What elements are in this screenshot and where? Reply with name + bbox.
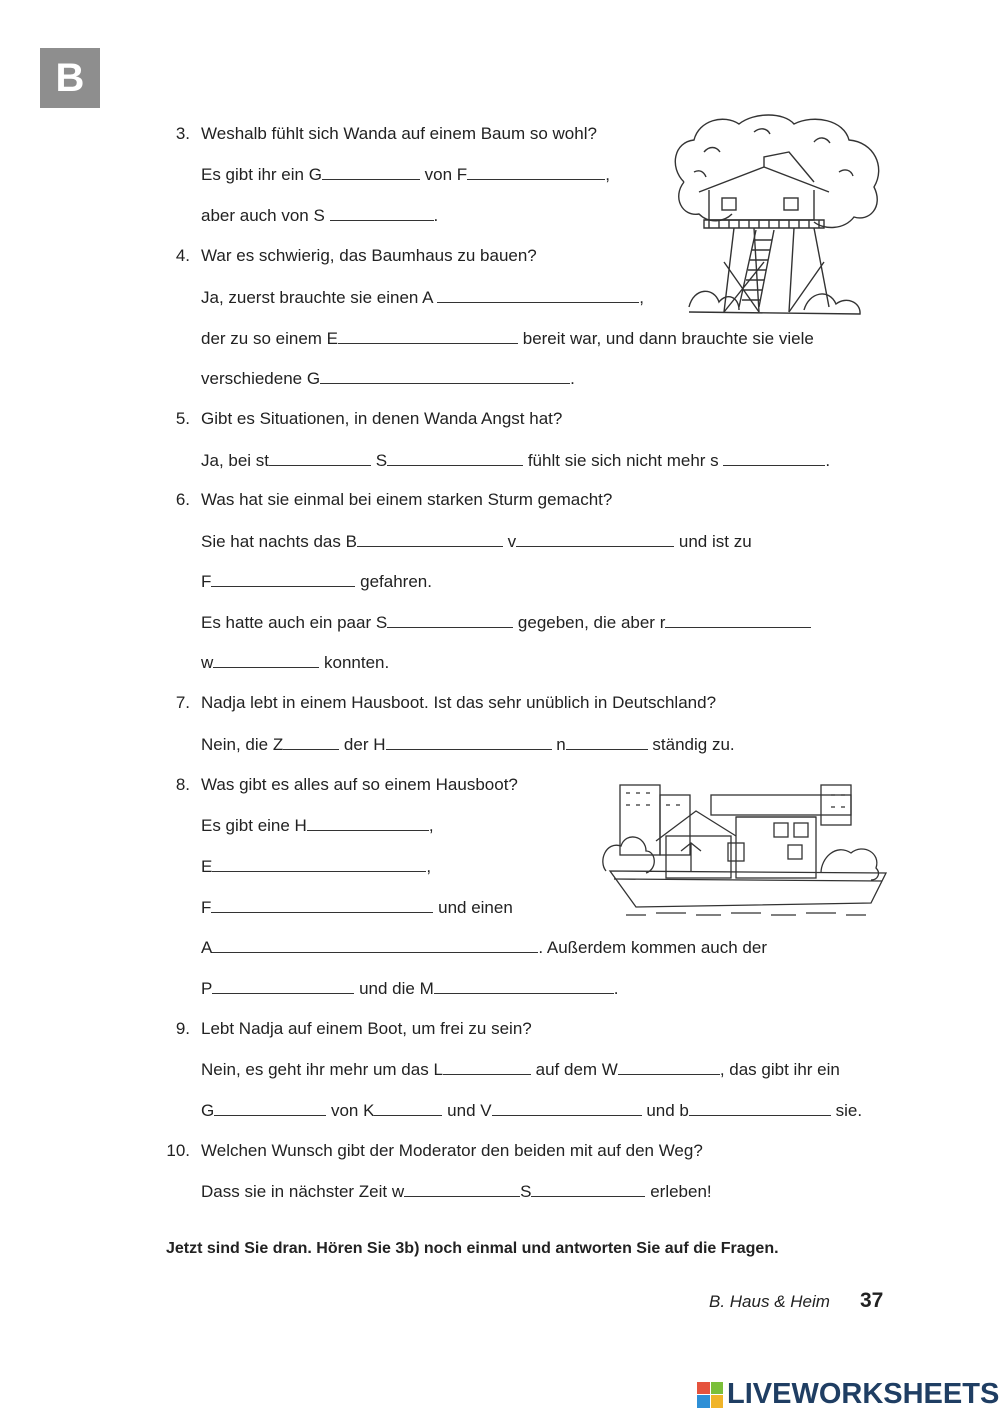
- answer-blank[interactable]: [213, 652, 319, 668]
- answer-blank[interactable]: [211, 897, 433, 913]
- text-segment: der zu so einem E: [201, 329, 339, 348]
- text-segment: auf dem W: [530, 1060, 618, 1079]
- answer-blank[interactable]: [387, 612, 513, 628]
- text-segment: S: [371, 451, 388, 470]
- answer-line: [201, 368, 575, 389]
- text-segment: konnten.: [319, 653, 390, 672]
- answer-line: [201, 1181, 712, 1202]
- answer-blank[interactable]: [437, 287, 639, 303]
- treehouse-illustration: [664, 112, 890, 316]
- answer-blank[interactable]: [212, 856, 426, 872]
- text-segment: erleben!: [645, 1182, 712, 1201]
- answer-blank[interactable]: [211, 571, 355, 587]
- answer-blank[interactable]: [404, 1181, 520, 1197]
- text-segment: S: [520, 1182, 532, 1201]
- question-text: [201, 409, 562, 429]
- text-segment: v: [502, 532, 517, 551]
- answer-blank[interactable]: [665, 612, 811, 628]
- text-segment: .: [825, 451, 831, 470]
- answer-blank[interactable]: [269, 450, 371, 466]
- answer-line: [201, 164, 610, 185]
- answer-blank[interactable]: [566, 734, 648, 750]
- answer-blank[interactable]: [307, 815, 429, 831]
- text-segment: F: [201, 898, 212, 917]
- text-segment: Was gibt es alles auf so einem Hausboot?: [201, 775, 518, 794]
- answer-blank[interactable]: [386, 734, 552, 750]
- answer-blank[interactable]: [531, 1181, 645, 1197]
- question-text: [201, 775, 518, 795]
- answer-blank[interactable]: [434, 978, 614, 994]
- question-number: 3.: [175, 124, 190, 143]
- answer-blank[interactable]: [214, 1100, 326, 1116]
- answer-blank[interactable]: [618, 1059, 720, 1075]
- text-segment: Lebt Nadja auf einem Boot, um frei zu sein?: [201, 1019, 532, 1038]
- answer-line: [201, 328, 814, 349]
- question-text: [201, 693, 716, 713]
- text-segment: und ist zu: [674, 532, 752, 551]
- question-text: [201, 1141, 703, 1161]
- text-segment: aber auch von S: [201, 206, 330, 225]
- brand-name: LIVEWORKSHEETS: [727, 1378, 1000, 1410]
- text-segment: P: [201, 979, 213, 998]
- answer-line: [201, 978, 618, 999]
- text-segment: Ja, zuerst brauchte sie einen A: [201, 288, 438, 307]
- answer-blank[interactable]: [516, 531, 674, 547]
- answer-line: [201, 531, 752, 552]
- text-segment: sie.: [830, 1101, 863, 1120]
- question-number: 8.: [175, 775, 190, 794]
- text-segment: G: [201, 1101, 215, 1120]
- page-number: 37: [860, 1289, 884, 1312]
- answer-blank[interactable]: [374, 1100, 442, 1116]
- answer-blank[interactable]: [689, 1100, 831, 1116]
- text-segment: Ja, bei st: [201, 451, 270, 470]
- text-segment: von F: [419, 165, 468, 184]
- text-segment: Weshalb fühlt sich Wanda auf einem Baum so wohl?: [201, 124, 597, 143]
- answer-blank[interactable]: [387, 450, 523, 466]
- question-number: 10.: [166, 1141, 190, 1160]
- answer-line: [201, 205, 438, 226]
- text-segment: der H: [339, 735, 386, 754]
- answer-blank[interactable]: [443, 1059, 531, 1075]
- text-segment: F: [201, 572, 212, 591]
- text-segment: Was hat sie einmal bei einem starken Sturm gemacht?: [201, 490, 613, 509]
- question-text: [201, 124, 597, 144]
- answer-line: [201, 571, 432, 592]
- text-segment: War es schwierig, das Baumhaus zu bauen?: [201, 246, 537, 265]
- text-segment: und V: [442, 1101, 492, 1120]
- answer-line: [201, 937, 767, 958]
- liveworksheets-brand: [697, 1378, 999, 1411]
- question-number: 7.: [175, 693, 190, 712]
- text-segment: ,: [639, 288, 644, 307]
- text-segment: verschiedene G: [201, 369, 321, 388]
- answer-line: [201, 897, 513, 918]
- text-segment: und einen: [433, 898, 513, 917]
- answer-line: [201, 815, 434, 836]
- text-segment: ständig zu.: [647, 735, 735, 754]
- text-segment: Gibt es Situationen, in denen Wanda Angst hat?: [201, 409, 563, 428]
- text-segment: Dass sie in nächster Zeit w: [201, 1182, 405, 1201]
- text-segment: , das gibt ihr ein: [719, 1060, 840, 1079]
- question-number: 6.: [175, 490, 190, 509]
- text-segment: n: [551, 735, 566, 754]
- answer-blank[interactable]: [467, 164, 605, 180]
- text-segment: A: [201, 938, 213, 957]
- question-text: [201, 490, 612, 510]
- answer-line: [201, 734, 735, 755]
- answer-line: [201, 450, 830, 471]
- text-segment: ,: [426, 857, 432, 876]
- text-segment: Es gibt eine H: [201, 816, 307, 835]
- answer-line: [201, 287, 644, 308]
- question-number: 5.: [175, 409, 190, 428]
- answer-line: [201, 1059, 840, 1080]
- text-segment: Nadja lebt in einem Hausboot. Ist das sehr unüblich in Deutschland?: [201, 693, 717, 712]
- text-segment: und die M: [354, 979, 434, 998]
- text-segment: E: [201, 857, 213, 876]
- question-text: [201, 1019, 532, 1039]
- answer-blank[interactable]: [320, 368, 570, 384]
- text-segment: .: [433, 206, 439, 225]
- answer-blank[interactable]: [212, 937, 538, 953]
- answer-blank[interactable]: [492, 1100, 642, 1116]
- answer-line: [201, 652, 389, 673]
- text-segment: fühlt sie sich nicht mehr s: [523, 451, 724, 470]
- text-segment: Nein, die Z: [201, 735, 284, 754]
- answer-blank[interactable]: [357, 531, 503, 547]
- answer-line: [201, 612, 811, 633]
- answer-blank[interactable]: [283, 734, 339, 750]
- answer-blank[interactable]: [322, 164, 420, 180]
- text-segment: von K: [326, 1101, 375, 1120]
- question-number: 9.: [175, 1019, 190, 1038]
- answer-line: [201, 1100, 862, 1121]
- answer-blank[interactable]: [212, 978, 354, 994]
- instruction-text: Jetzt sind Sie dran. Hören Sie 3b) noch einmal und antworten Sie auf die Fragen.: [166, 1240, 779, 1257]
- footer-section-title: B. Haus & Heim: [709, 1292, 830, 1311]
- text-segment: w: [201, 653, 214, 672]
- text-segment: und b: [641, 1101, 689, 1120]
- text-segment: bereit war, und dann brauchte sie viele: [518, 329, 814, 348]
- question-text: [201, 246, 537, 266]
- text-segment: Es hatte auch ein paar S: [201, 613, 388, 632]
- text-segment: .: [613, 979, 619, 998]
- answer-line: [201, 856, 431, 877]
- section-badge: B: [40, 48, 100, 108]
- text-segment: .: [570, 369, 575, 388]
- text-segment: gegeben, die aber r: [513, 613, 666, 632]
- question-number: 4.: [175, 246, 190, 265]
- answer-blank[interactable]: [330, 205, 434, 221]
- answer-blank[interactable]: [723, 450, 825, 466]
- text-segment: ,: [605, 165, 610, 184]
- houseboat-illustration: [596, 781, 892, 923]
- text-segment: ,: [428, 816, 434, 835]
- text-segment: gefahren.: [355, 572, 432, 591]
- text-segment: Sie hat nachts das B: [201, 532, 357, 551]
- liveworksheets-logo-icon: [697, 1382, 723, 1408]
- text-segment: Nein, es geht ihr mehr um das L: [201, 1060, 443, 1079]
- text-segment: Welchen Wunsch gibt der Moderator den beiden mit auf den Weg?: [201, 1141, 703, 1160]
- answer-blank[interactable]: [338, 328, 518, 344]
- text-segment: Es gibt ihr ein G: [201, 165, 322, 184]
- text-segment: . Außerdem kommen auch der: [538, 938, 768, 957]
